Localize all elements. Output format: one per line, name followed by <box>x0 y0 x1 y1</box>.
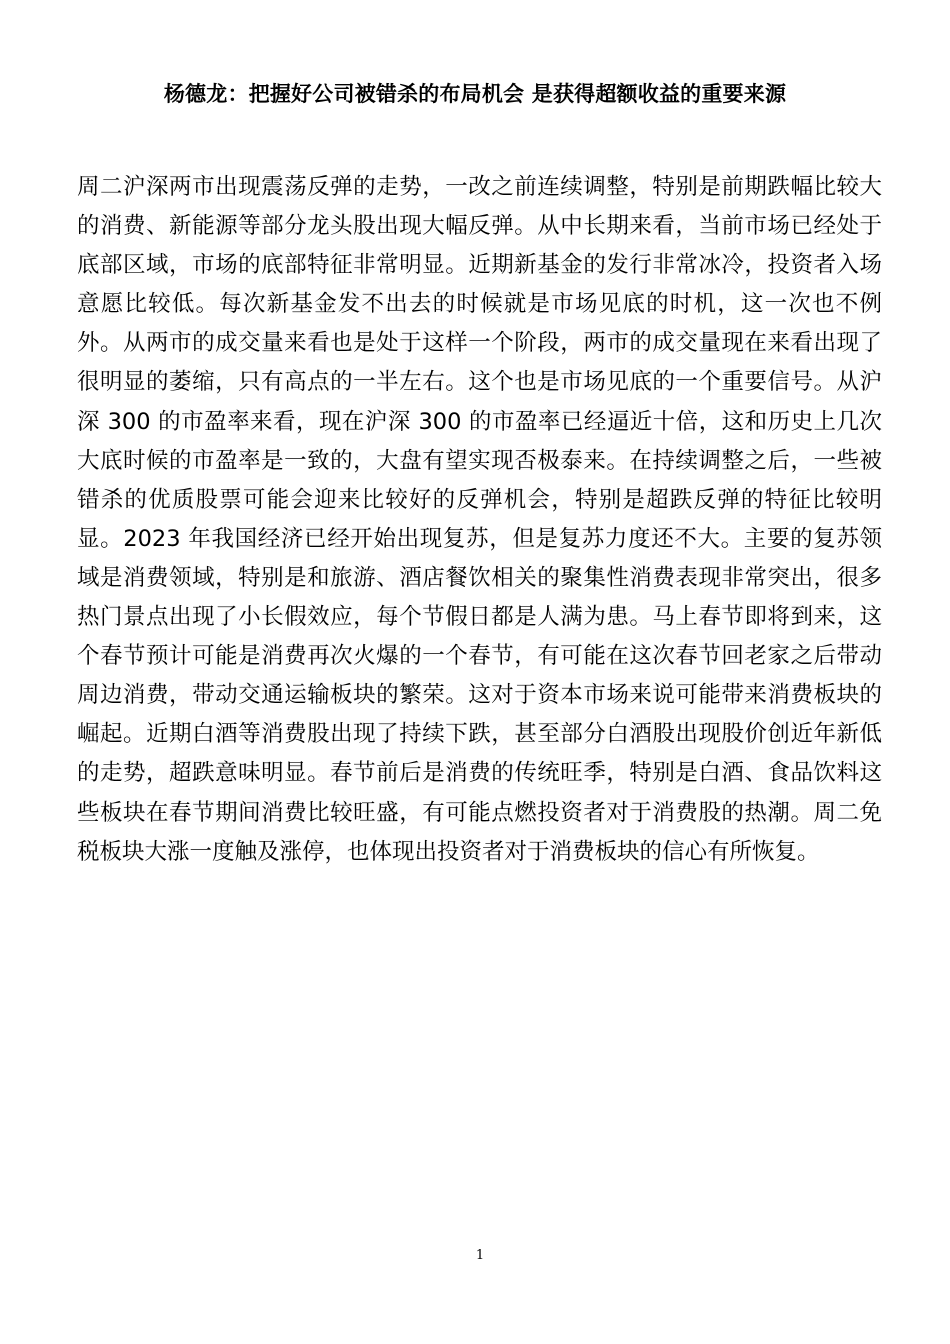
page-number: 1 <box>475 1248 485 1263</box>
body-paragraph: 周二沪深两市出现震荡反弹的走势，一改之前连续调整，特别是前期跌幅比较大的消费、新能源等部分龙头股出现大幅反弹。从中长期来看，当前市场已经处于底部区域，市场的底部特征非常明显。近期新基金的发行非常冰冷，投资者入场意愿比较低。每次新基金发不出去的时候就是市场见底的时机，这一次也不例外。从两市的成交量来看也是处于这样一个阶段，两市的成交量现在来看出现了很明显的萎缩，只有高点的一半左右。这个也是市场见底的一个重要信号。从沪深 300 的市盈率来看，现在沪深 300 的市盈率已经逼近十倍，这和历史上几次大底时候的市盈率是一致的，大盘有望实现否极泰来。在持续调整之后，一些被错杀的优质股票可能会迎来比较好的反弹机会，特别是超跌反弹的特征比较明显。2023 年我国经济已经开始出现复苏，但是复苏力度还不大。主要的复苏领域是消费领域，特别是和旅游、酒店餐饮相关的聚集性消费表现非常突出，很多热门景点出现了小长假效应，每个节假日都是人满为患。马上春节即将到来，这个春节预计可能是消费再次火爆的一个春节，有可能在这次春节回老家之后带动周边消费，带动交通运输板块的繁荣。这对于资本市场来说可能带来消费板块的崛起。近期白酒等消费股出现了持续下跌，甚至部分白酒股出现股价创近年新低的走势，超跌意味明显。春节前后是消费的传统旺季，特别是白酒、食品饮料这些板块在春节期间消费比较旺盛，有可能点燃投资者对于消费股的热潮。周二免税板块大涨一度触及涨停，也体现出投资者对于消费板块的信心有所恢复。 <box>77 174 882 865</box>
document-title: 杨德龙：把握好公司被错杀的布局机会 是获得超额收益的重要来源 <box>163 82 787 106</box>
